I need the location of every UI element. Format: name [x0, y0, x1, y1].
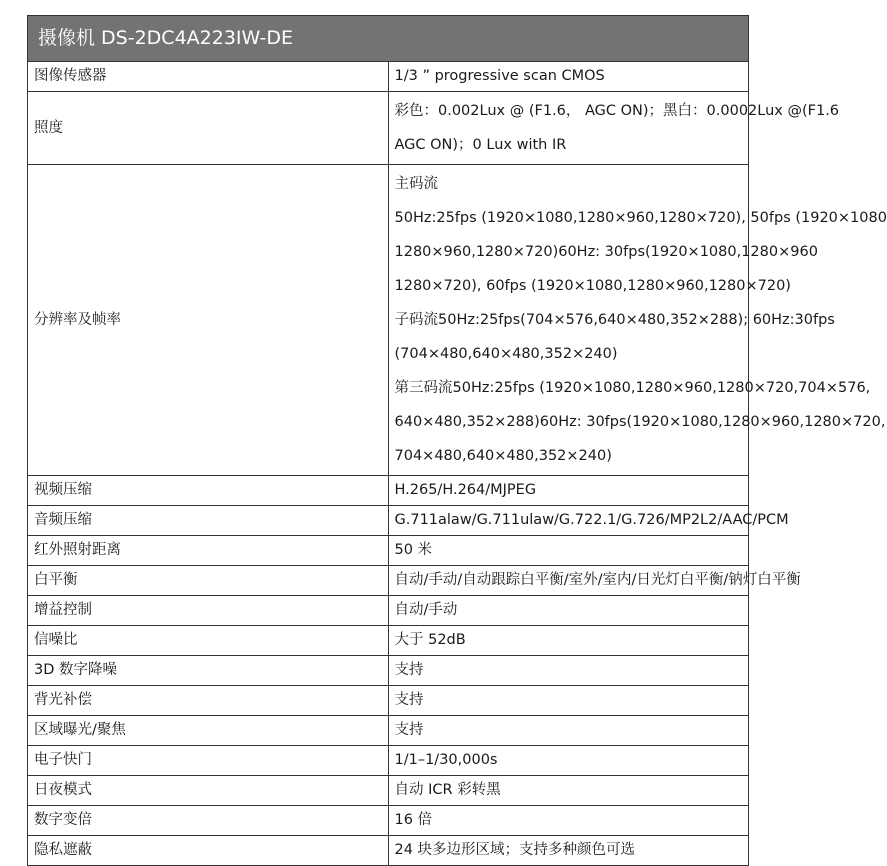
spec-table [27, 15, 887, 866]
spec-label: 隐私遮蔽 [28, 836, 389, 866]
spec-value-line: 640×480,352×288)60Hz: 30fps(1920×1080,1280×960,1280×720, [394, 414, 886, 430]
table-row [28, 566, 749, 596]
table-row [28, 836, 749, 866]
spec-value: 大于 52dB [388, 626, 749, 656]
table-row [28, 626, 749, 656]
spec-label: 图像传感器 [28, 62, 389, 92]
spec-label: 红外照射距离 [28, 536, 389, 566]
table-row [28, 596, 749, 626]
spec-value: H.265/H.264/MJPEG [388, 476, 749, 506]
spec-value [388, 165, 887, 476]
spec-label: 照度 [28, 92, 389, 165]
spec-value: 自动 ICR 彩转黑 [388, 776, 749, 806]
spec-value: G.711alaw/G.711ulaw/G.722.1/G.726/MP2L2/AAC/PCM [388, 506, 749, 536]
spec-label: 日夜模式 [28, 776, 389, 806]
spec-value-line: 主码流 [394, 176, 438, 192]
spec-label: 分辨率及帧率 [28, 165, 389, 476]
spec-value-line: 子码流50Hz:25fps(704×576,640×480,352×288); 60Hz:30fps [394, 312, 835, 328]
spec-value: 支持 [388, 686, 749, 716]
table-row [28, 656, 749, 686]
spec-value: 支持 [388, 716, 749, 746]
spec-value-line: 704×480,640×480,352×240) [394, 448, 612, 464]
spec-label: 信噪比 [28, 626, 389, 656]
spec-label: 白平衡 [28, 566, 389, 596]
spec-value: 24 块多边形区域；支持多种颜色可选 [388, 836, 749, 866]
table-row [28, 62, 749, 92]
table-row [28, 476, 749, 506]
spec-value-line: 第三码流50Hz:25fps (1920×1080,1280×960,1280×720,704×576, [394, 380, 871, 396]
spec-value: 16 倍 [388, 806, 749, 836]
table-row [28, 536, 749, 566]
spec-value-line: AGC ON)；0 Lux with IR [394, 137, 567, 153]
spec-value: 1/1–1/30,000s [388, 746, 749, 776]
spec-label: 视频压缩 [28, 476, 389, 506]
table-header-row [28, 16, 749, 62]
spec-value-line: 1280×960,1280×720)60Hz: 30fps(1920×1080,1280×960 [394, 244, 818, 260]
spec-value: 自动/手动/自动跟踪白平衡/室外/室内/日光灯白平衡/钠灯白平衡 [388, 566, 749, 596]
table-row [28, 806, 749, 836]
spec-label: 数字变倍 [28, 806, 389, 836]
spec-value-line: 50Hz:25fps (1920×1080,1280×960,1280×720), 50fps (1920×1080 [394, 210, 887, 226]
spec-value: 支持 [388, 656, 749, 686]
spec-label: 电子快门 [28, 746, 389, 776]
table-row [28, 506, 749, 536]
spec-value-line: 彩色：0.002Lux @ (F1.6， AGC ON)；黑白：0.0002Lux @(F1.6 [394, 103, 840, 119]
spec-value-line: 1280×720), 60fps (1920×1080,1280×960,1280×720) [394, 278, 791, 294]
spec-label: 3D 数字降噪 [28, 656, 389, 686]
spec-value-line: (704×480,640×480,352×240) [394, 346, 618, 362]
spec-value [388, 92, 840, 165]
spec-label: 增益控制 [28, 596, 389, 626]
spec-label: 音频压缩 [28, 506, 389, 536]
spec-value: 50 米 [388, 536, 749, 566]
table-row [28, 165, 749, 476]
table-row [28, 92, 749, 165]
table-title: 摄像机 DS-2DC4A223IW-DE [28, 16, 749, 62]
table-row [28, 776, 749, 806]
spec-value: 1/3 ” progressive scan CMOS [388, 62, 749, 92]
table-row [28, 686, 749, 716]
table-row [28, 716, 749, 746]
spec-value: 自动/手动 [388, 596, 749, 626]
spec-label: 区域曝光/聚焦 [28, 716, 389, 746]
spec-label: 背光补偿 [28, 686, 389, 716]
table-row [28, 746, 749, 776]
